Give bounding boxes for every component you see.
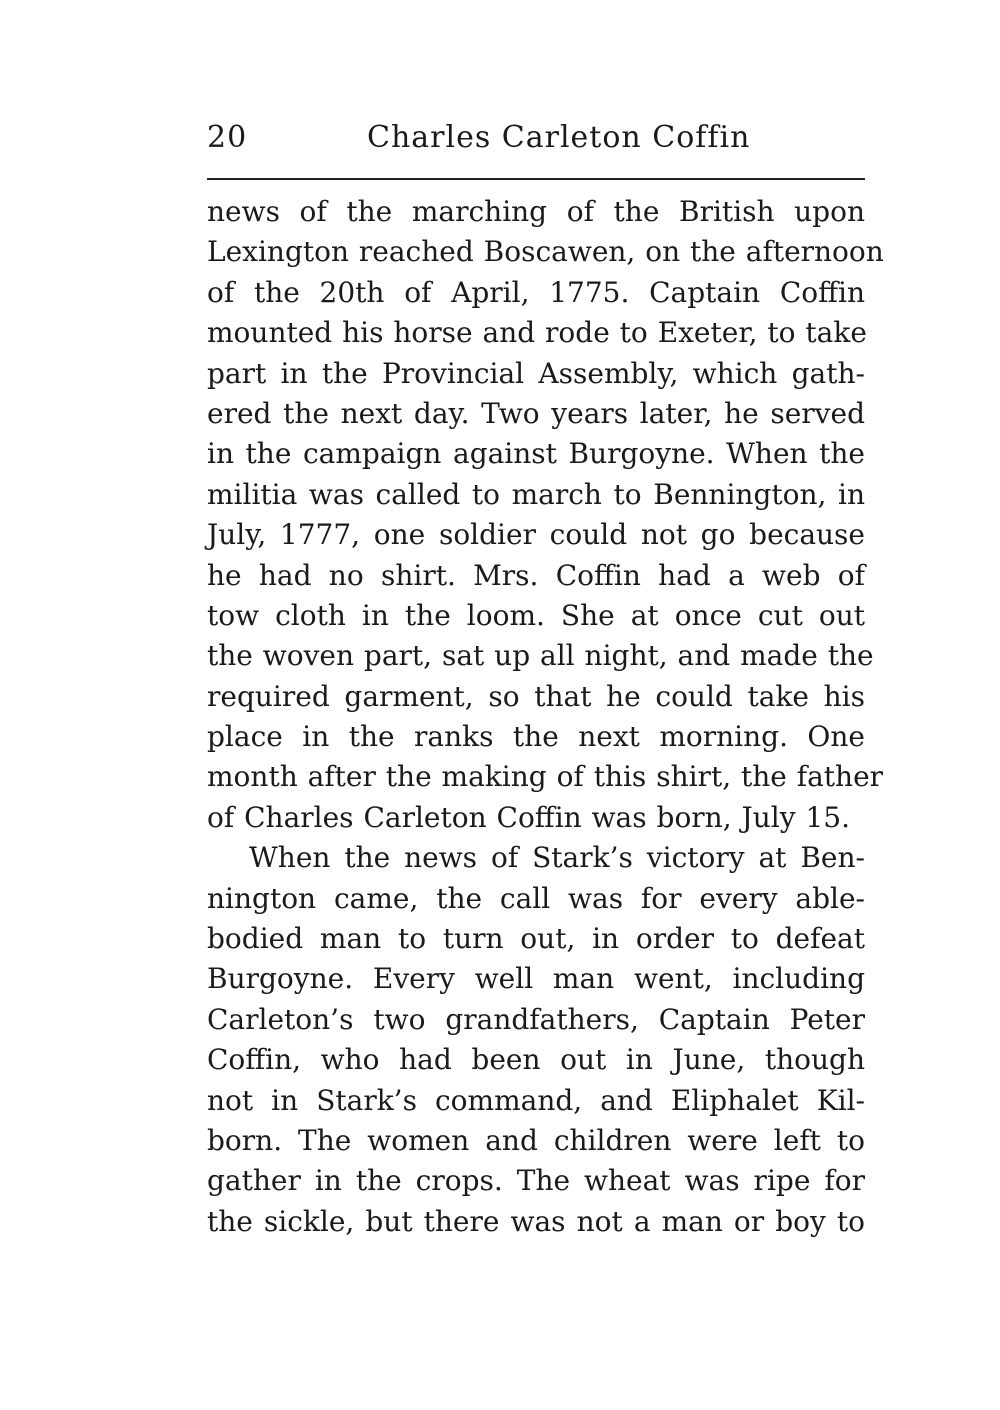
text-line: not in Stark’s command, and Eliphalet Kil- [207, 1083, 865, 1117]
text-line: Carleton’s two grandfathers, Captain Peter [207, 1002, 865, 1036]
running-title: Charles Carleton Coffin [367, 120, 751, 155]
text-line: place in the ranks the next morning. One [207, 720, 865, 754]
text-line: required garment, so that he could take his [207, 679, 865, 713]
paragraph-1 [207, 192, 884, 838]
text-line: the woven part, sat up all night, and made the [207, 639, 874, 673]
page-number: 20 [207, 120, 248, 155]
text-line: of Charles Carleton Coffin was born, July 15. [207, 800, 850, 834]
text-line: Burgoyne. Every well man went, including [207, 962, 865, 996]
text-line: in the campaign against Burgoyne. When the [207, 437, 865, 471]
paragraph-2 [207, 838, 865, 1242]
text-line: mounted his horse and rode to Exeter, to take [207, 316, 867, 350]
text-line: gather in the crops. The wheat was ripe for [207, 1164, 865, 1198]
body-text [207, 192, 884, 1242]
text-line: month after the making of this shirt, the father [207, 760, 884, 794]
header-rule [207, 178, 865, 180]
text-line: July, 1777, one soldier could not go because [207, 518, 865, 552]
text-line: tow cloth in the loom. She at once cut out [207, 598, 865, 632]
running-head [207, 112, 865, 164]
text-line: ered the next day. Two years later, he served [207, 396, 865, 430]
book-page [207, 112, 884, 1238]
text-line: he had no shirt. Mrs. Coffin had a web of [207, 558, 865, 592]
text-line: of the 20th of April, 1775. Captain Coffin [207, 275, 865, 309]
text-line: militia was called to march to Bennington, in [207, 477, 865, 511]
text-line: part in the Provincial Assembly, which gath- [207, 356, 865, 390]
text-line: the sickle, but there was not a man or boy to [207, 1204, 865, 1238]
text-line: Coffin, who had been out in June, though [207, 1043, 865, 1077]
text-line: When the news of Stark’s victory at Ben- [249, 841, 865, 875]
text-line: news of the marching of the British upon [207, 195, 865, 228]
text-line: born. The women and children were left to [207, 1123, 865, 1157]
text-line: Lexington reached Boscawen, on the afternoon [207, 235, 884, 269]
text-line: bodied man to turn out, in order to defeat [207, 922, 865, 956]
text-line: nington came, the call was for every able- [207, 881, 865, 915]
